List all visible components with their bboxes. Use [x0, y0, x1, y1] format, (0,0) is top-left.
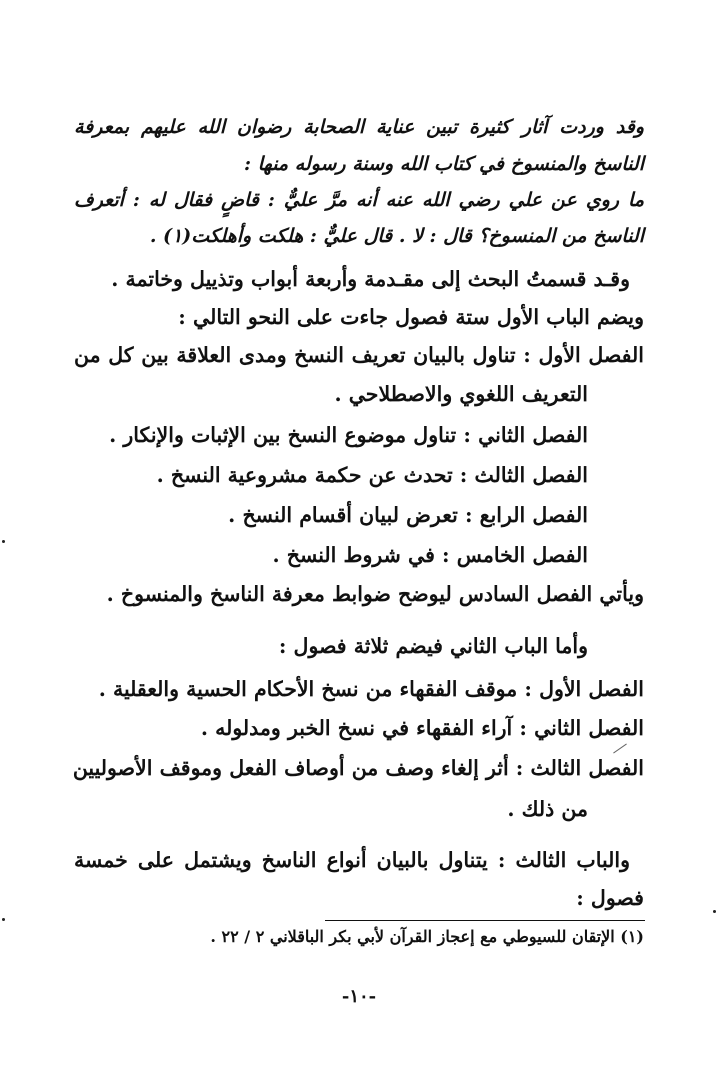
part-three-intro: والباب الثالث : يتناول بالبيان أنواع الناسخ ويشتمل على خمسة: [74, 848, 630, 872]
part-two-chapter-3: الفصل الثالث : أثر إلغاء وصف من أوصاف الفعل وموقف الأصوليين: [72, 756, 644, 780]
part-one-intro: ويضم الباب الأول ستة فصول جاءت على النحو التالي :: [178, 305, 644, 329]
part-one-chapter-1: الفصل الأول : تناول بالبيان تعريف النسخ ومدى العلاقة بين كل من: [74, 343, 644, 367]
part-one-chapter-3: الفصل الثالث : تحدث عن حكمة مشروعية النسخ .: [156, 463, 588, 487]
scan-dot: [2, 540, 5, 543]
footnote-separator: [325, 920, 645, 921]
part-one-chapter-6: ويأتي الفصل السادس ليوضح ضوابط معرفة الناسخ والمنسوخ .: [106, 582, 644, 606]
intro-line-2: الناسخ والمنسوخ في كتاب الله وسنة رسوله منها :: [244, 153, 644, 175]
part-three-intro-cont: فصول :: [576, 886, 644, 910]
scan-dot: [713, 910, 716, 913]
footnote: (١) الإتقان للسيوطي مع إعجاز القرآن لأبي بكر الباقلاني ٢ / ٢٢ .: [210, 927, 644, 946]
scan-dot: [2, 918, 5, 921]
scan-mark: [613, 744, 627, 754]
page-number: -١٠-: [341, 986, 377, 1007]
intro-line-3: ما روي عن علي رضي الله عنه أنه مرَّ عليٌّ : قاضٍ فقال له : أتعرف: [74, 189, 644, 211]
part-two-intro: وأما الباب الثاني فيضم ثلاثة فصول :: [278, 634, 588, 658]
part-two-chapter-1: الفصل الأول : موقف الفقهاء من نسخ الأحكام الحسية والعقلية .: [98, 677, 644, 701]
part-one-chapter-2: الفصل الثاني : تناول موضوع النسخ بين الإثبات والإنكار .: [109, 423, 588, 447]
part-two-chapter-2: الفصل الثاني : آراء الفقهاء في نسخ الخبر ومدلوله .: [200, 716, 644, 740]
part-one-chapter-1-cont: التعريف اللغوي والاصطلاحي .: [334, 382, 588, 406]
part-one-chapter-4: الفصل الرابع : تعرض لبيان أقسام النسخ .: [228, 503, 588, 527]
part-two-chapter-3-cont: من ذلك .: [507, 797, 588, 821]
plan-overview: وقـد قسمتُ البحث إلى مقـدمة وأربعة أبواب وتذييل وخاتمة .: [111, 267, 630, 291]
part-one-chapter-5: الفصل الخامس : في شروط النسخ .: [272, 543, 588, 567]
intro-line-1: وقد وردت آثار كثيرة تبين عناية الصحابة رضوان الله عليهم بمعرفة: [74, 116, 644, 138]
intro-line-4: الناسخ من المنسوخ؟ قال : لا . قال عليٌّ : هلكت وأهلكت(١) .: [149, 225, 644, 247]
